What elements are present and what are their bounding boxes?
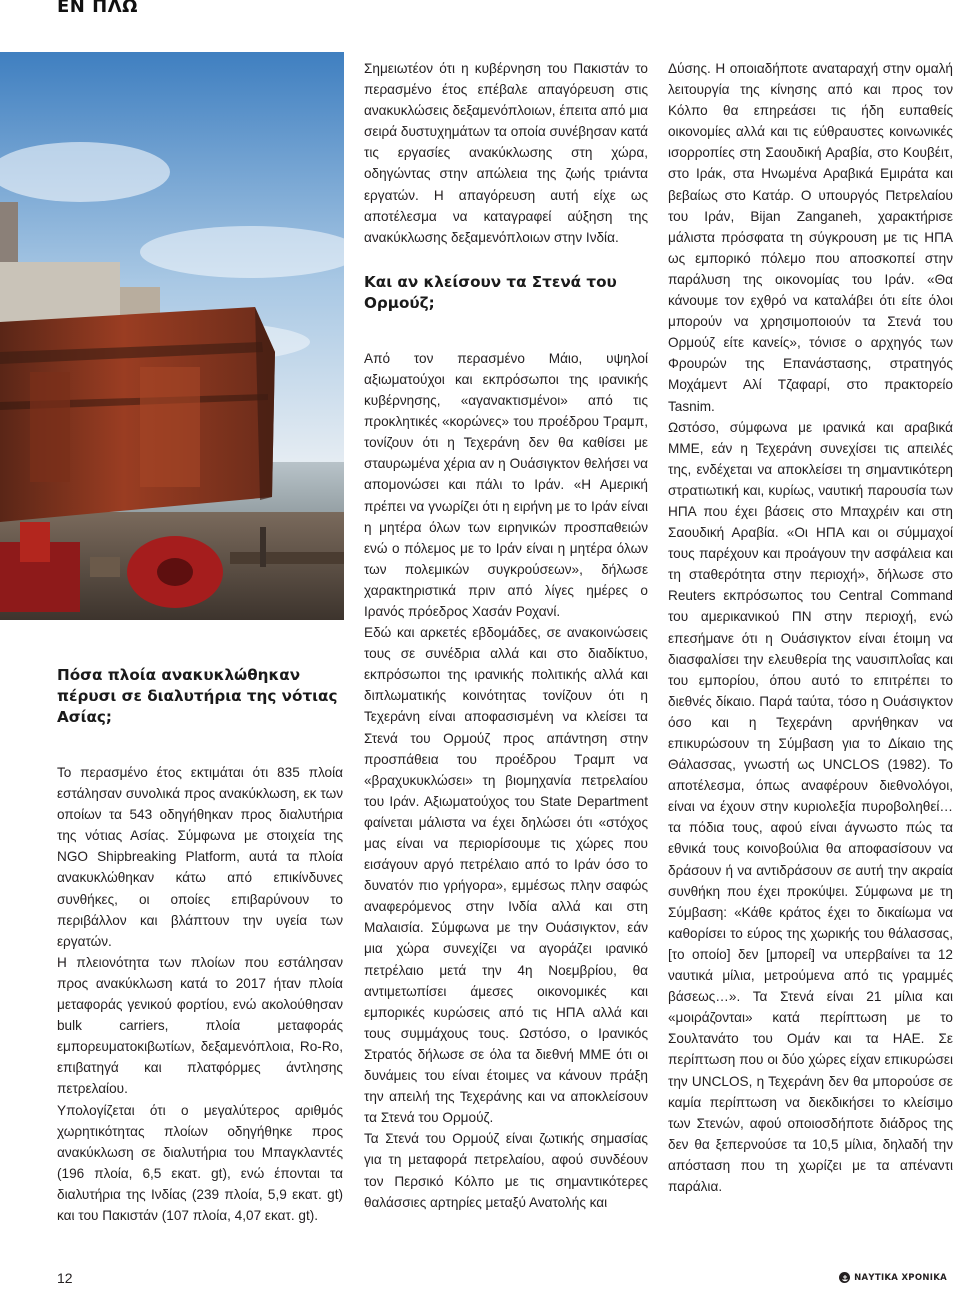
- section-title: ΕΝ ΠΛΩ: [57, 0, 138, 17]
- shipbreaking-photo: [0, 52, 344, 620]
- middle-column: [364, 58, 648, 1213]
- middle-paragraph: Από τον περασμένο Μάιο, υψηλοί αξιωματούχοι και εκπρόσωποι της ιρανικής κυβέρνησης, «αγανακτισμένοι» από τις προκλητικές «κορώνες» του προέδρου Τραμπ, τονίζουν ότι η Τεχεράνη δεν θα καθίσει με σταυρωμένα χέρια αν η Ουάσιγκτον θελήσει να απομονώσει και πάλι το Ιράν. «Η Αμερική πρέπει να γνωρίζει ότι η ειρήνη με το Ιράν είναι η μητέρα όλων των ειρηνικών προσπαθειών ενώ ο πόλεμος με το Ιράν είναι η μητέρα όλων των πολεμικών συγκρούσεων», δήλωσε χαρακτηριστικά πριν από λίγες ημέρες ο Ιρανός πρόεδρος Χασάν Ροχανί.: [364, 350, 648, 619]
- left-column: [57, 665, 343, 1226]
- brand-name: ΝΑΥΤΙΚΑ ΧΡΟΝΙΚΑ: [854, 1272, 947, 1283]
- left-paragraph: Η πλειονότητα των πλοίων που εστάλησαν προς ανακύκλωση κατά το 2017 ήταν πλοία μεταφοράς γενικού φορτίου, ενώ ακολούθησαν bulk carriers, πλοία μεταφοράς εμπορευματοκιβωτίων, δεξαμενόπλοια, Ro-Ro, επιβατηγά και πλατφόρμες άντλησης πετρελαίου.: [57, 954, 343, 1097]
- middle-intro: Σημειωτέον ότι η κυβέρνηση του Πακιστάν το περασμένο έτος επέβαλε απαγόρευση στις ανακυκλώσεις δεξαμενόπλοιων, έπειτα από μια σειρά δυστυχημάτων τα οποία συνέβησαν κατά τις εργασίες ανακύκλωσης στη χώρα, οδηγώντας στην απώλεια της ζωής τριάντα εργατών. Η απαγόρευση αυτή είχε ως αποτέλεσμα να καταγραφεί αύξηση της ανακύκλωσης δεξαμενόπλοιων στην Ινδία.: [364, 61, 648, 245]
- anchor-icon: [839, 1272, 850, 1283]
- left-paragraph: Το περασμένο έτος εκτιμάται ότι 835 πλοία εστάλησαν συνολικά προς ανακύκλωση, εκ των οποίων τα 543 οδηγήθηκαν προς διαλυτήρια της νότιας Ασίας. Σύμφωνα με στοιχεία της NGO Shipbreaking Platform, αυτά τα πλοία ανακυκλώθηκαν κάτω από επικίνδυνες συνθήκες, οι οποίες επιβαρύνουν το περιβάλλον και βλάπτουν την υγεία των εργατών.: [57, 765, 343, 949]
- right-column: [668, 58, 953, 1197]
- right-paragraph: Ωστόσο, σύμφωνα με ιρανικά και αραβικά ΜΜΕ, εάν η Τεχεράνη συνεχίσει τις απειλές της, ενδέχεται να αποκλείσει τη σημαντικότερη στρατιωτική και, κυρίως, ναυτική παρουσία των ΗΠΑ που έχει βάσεις στο Μπαχρέιν και στη Σαουδική Αραβία. «Οι ΗΠΑ και οι σύμμαχοί τους παρέχουν και προάγουν την ασφάλεια και τη σταθερότητα στην περιοχή», δήλωσε στο Reuters εκπρόσωπος του Central Command του αμερικανικού ΠΝ στην περιοχή, ενώ επεσήμανε ότι η Ουάσιγκτον είναι έτοιμη να διασφαλίσει την ελευθερία της ναυσιπλοΐας και του εμπορίου, όπου αυτό το επιτρέπει το διεθνές δίκαιο. Παρά ταύτα, τόσο η Ουάσιγκτον όσο και η Τεχεράνη αρνήθηκαν να επικυρώσουν τη Σύμβαση για το Δίκαιο της Θάλασσας, γνωστή ως UNCLOS (1982). Το αποτέλεσμα, όπως αναφέρουν διεθνολόγοι, είναι να έχουν στην κυριολεξία πυροβοληθεί… τα πόδια τους, αφού είναι άγνωστο πώς τα εθνικά τους κοινοβούλια θα αποφασίσουν να δράσουν ή να αντιδράσουν σε αυτή την ακραία συνθήκη που έχει προκύψει. Σύμφωνα με τη Σύμβαση: «Κάθε κράτος έχει το δικαίωμα να καθορίσει το εύρος της χωρικής του θάλασσας, [το οποίο] δεν [μπορεί] να υπερβαίνει τα 12 ναυτικά μίλια, μετρούμενα από τις γραμμές βάσεως…». Τα Στενά είναι 21 μίλια και «μοιράζονται» κατά περίπτωση με το Σουλτανάτο του Ομάν και τα ΗΑΕ. Σε περίπτωση που οι δύο χώρες είχαν επικυρώσει την UNCLOS, η Τεχεράνη δεν θα μπορούσε σε καμία περίπτωση να διεκδικήσει το κλείσιμο των Στενών, αφού οποιοσδήποτε διάδρος της δεν θα ξεπερνούσε τα 10,5 μίλια, δηλαδή την απόσταση που τη χωρίζει με τα απέναντι παράλια.: [668, 419, 953, 1194]
- middle-paragraph: Τα Στενά του Ορμούζ είναι ζωτικής σημασίας για τη μεταφορά πετρελαίου, αφού συνδέουν τον Περσικό Κόλπο με τις σημαντικότερες θαλάσσιες αρτηρίες μεταξύ Ανατολής και: [364, 1131, 648, 1210]
- publication-brand: [839, 1272, 947, 1283]
- left-paragraph: Υπολογίζεται ότι ο μεγαλύτερος αριθμός χωρητικότητας πλοίων οδηγήθηκε προς ανακύκλωση σε διαλυτήρια του Μπαγκλαντές (196 πλοία, 6,5 εκατ. gt), ενώ έπονται τα διαλυτήρια της Ινδίας (239 πλοία, 5,9 εκατ. gt) και του Πακιστάν (107 πλοία, 4,07 εκατ. gt).: [57, 1102, 343, 1223]
- middle-paragraph: Εδώ και αρκετές εβδομάδες, σε ανακοινώσεις τους σε συνέδρια αλλά και στο διαδίκτυο, εκπρόσωποι της ιρανικής πολιτικής αλλά και διπλωματικής κοινότητας τονίζουν ότι η Τεχεράνη είναι αποφασισμένη να κλείσει τα Στενά του Ορμούζ προς απάντηση στην προσπάθεια του προέδρου Τραμπ να «βραχυκυκλώσει» τη βιομηχανία πετρελαίου του Ιράν. Αξιωματούχος του State Department φαίνεται μάλιστα να έχει δηλώσει ότι «στόχος μας είναι να περιορίσουμε τις χώρες που εισάγουν αργό πετρέλαιο από το Ιράν όσο το δυνατόν πιο γρήγορα», εμμέσως πλην σαφώς αναφερόμενος στην Ινδία αλλά και στη Μαλαισία. Σύμφωνα με την Ουάσιγκτον, εάν μια χώρα συνεχίζει να αγοράζει ιρανικό πετρέλαιο μετά την 4η Νοεμβρίου, θα αντιμετωπίσει άμεσες οικονομικές και εμπορικές κυρώσεις από τις ΗΠΑ αλλά και τους συμμάχους τους. Ωστόσο, ο Ιρανικός Στρατός δήλωσε σε όλα τα διεθνή ΜΜΕ ότι οι δυνάμεις του είναι έτοιμες να κάνουν πράξη την απειλή της Τεχεράνης και να αποκλείσουν τα Στενά του Ορμούζ.: [364, 625, 648, 1126]
- left-heading: Πόσα πλοία ανακυκλώθηκαν πέρυσι σε διαλυτήρια της νότιας Ασίας;: [57, 666, 338, 726]
- page-number: 12: [57, 1270, 73, 1286]
- middle-heading: Και αν κλείσουν τα Στενά του Ορμούζ;: [364, 272, 617, 312]
- right-paragraph: Δύσης. Η οποιαδήποτε αναταραχή στην ομαλή λειτουργία της κίνησης από και προς τον Κόλπο θα επηρεάσει τις ήδη ευπαθείς οικονομίες αλλά και τις εύθραυστες κοινωνικές ισορροπίες στη Σαουδική Αραβία, στο Κουβέιτ, στο Ιράκ, στα Ηνωμένα Αραβικά Εμιράτα και βεβαίως στο Κατάρ. Ο υπουργός Πετρελαίου του Ιράν, Bijan Zanganeh, χαρακτήρισε μάλιστα πρόσφατα τη σύγκρουση με τις ΗΠΑ ως εμπορικό πόλεμο που αποσκοπεί στην παράλυση της οικονομίας του Ιράν. «Θα κάνουμε τον εχθρό να καταλάβει ότι είτε όλοι μπορούν να χρησιμοποιούν τα Στενά του Ορμούζ είτε κανείς», τόνισε ο αρχηγός των Φρουρών της Επανάστασης, στρατηγός Μοχάμεντ Αλί Τζαφαρί, στο πρακτορείο Tasnim.: [668, 61, 953, 414]
